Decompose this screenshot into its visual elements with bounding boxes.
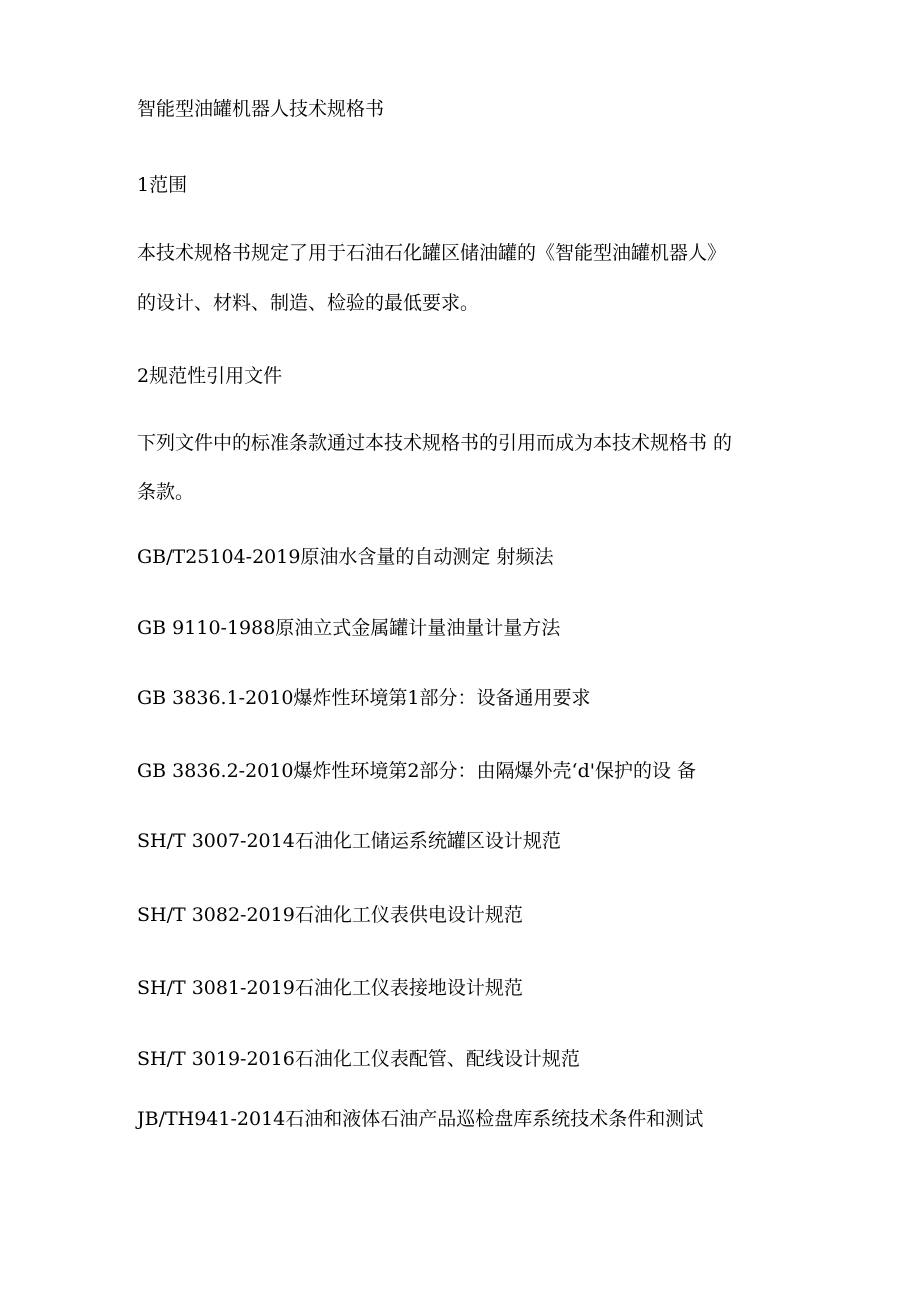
reference-item: GB 3836.1-2010爆炸性环境第1部分：设备通用要求 xyxy=(137,687,591,709)
reference-item: GB 9110-1988原油立式金属罐计量油量计量方法 xyxy=(137,617,561,639)
references-paragraph-line: 条款。 xyxy=(137,481,195,503)
reference-item: SH/T 3019-2016石油化工仪表配管、配线设计规范 xyxy=(137,1048,580,1070)
references-paragraph-line: 下列文件中的标准条款通过本技术规格书的引用而成为本技术规格书 的 xyxy=(137,432,733,454)
reference-item: SH/T 3081-2019石油化工仪表接地设计规范 xyxy=(137,977,523,999)
reference-item: SH/T 3082-2019石油化工仪表供电设计规范 xyxy=(137,904,523,926)
section-heading-scope: 1范围 xyxy=(137,174,188,196)
scope-paragraph-line: 的设计、材料、制造、检验的最低要求。 xyxy=(137,292,480,314)
scope-paragraph-line: 本技术规格书规定了用于石油石化罐区储油罐的《智能型油罐机器人》 xyxy=(137,242,727,264)
reference-item: SH/T 3007-2014石油化工储运系统罐区设计规范 xyxy=(137,830,561,852)
reference-item: JB/TH941-2014石油和液体石油产品巡检盘库系统技术条件和测试 xyxy=(137,1108,704,1130)
reference-item: GB 3836.2-2010爆炸性环境第2部分：由隔爆外壳‘d'保护的设 备 xyxy=(137,760,696,782)
document-title: 智能型油罐机器人技术规格书 xyxy=(137,98,385,120)
reference-item: GB/T25104-2019原油水含量的自动测定 射频法 xyxy=(137,546,554,568)
section-heading-references: 2规范性引用文件 xyxy=(137,365,283,387)
